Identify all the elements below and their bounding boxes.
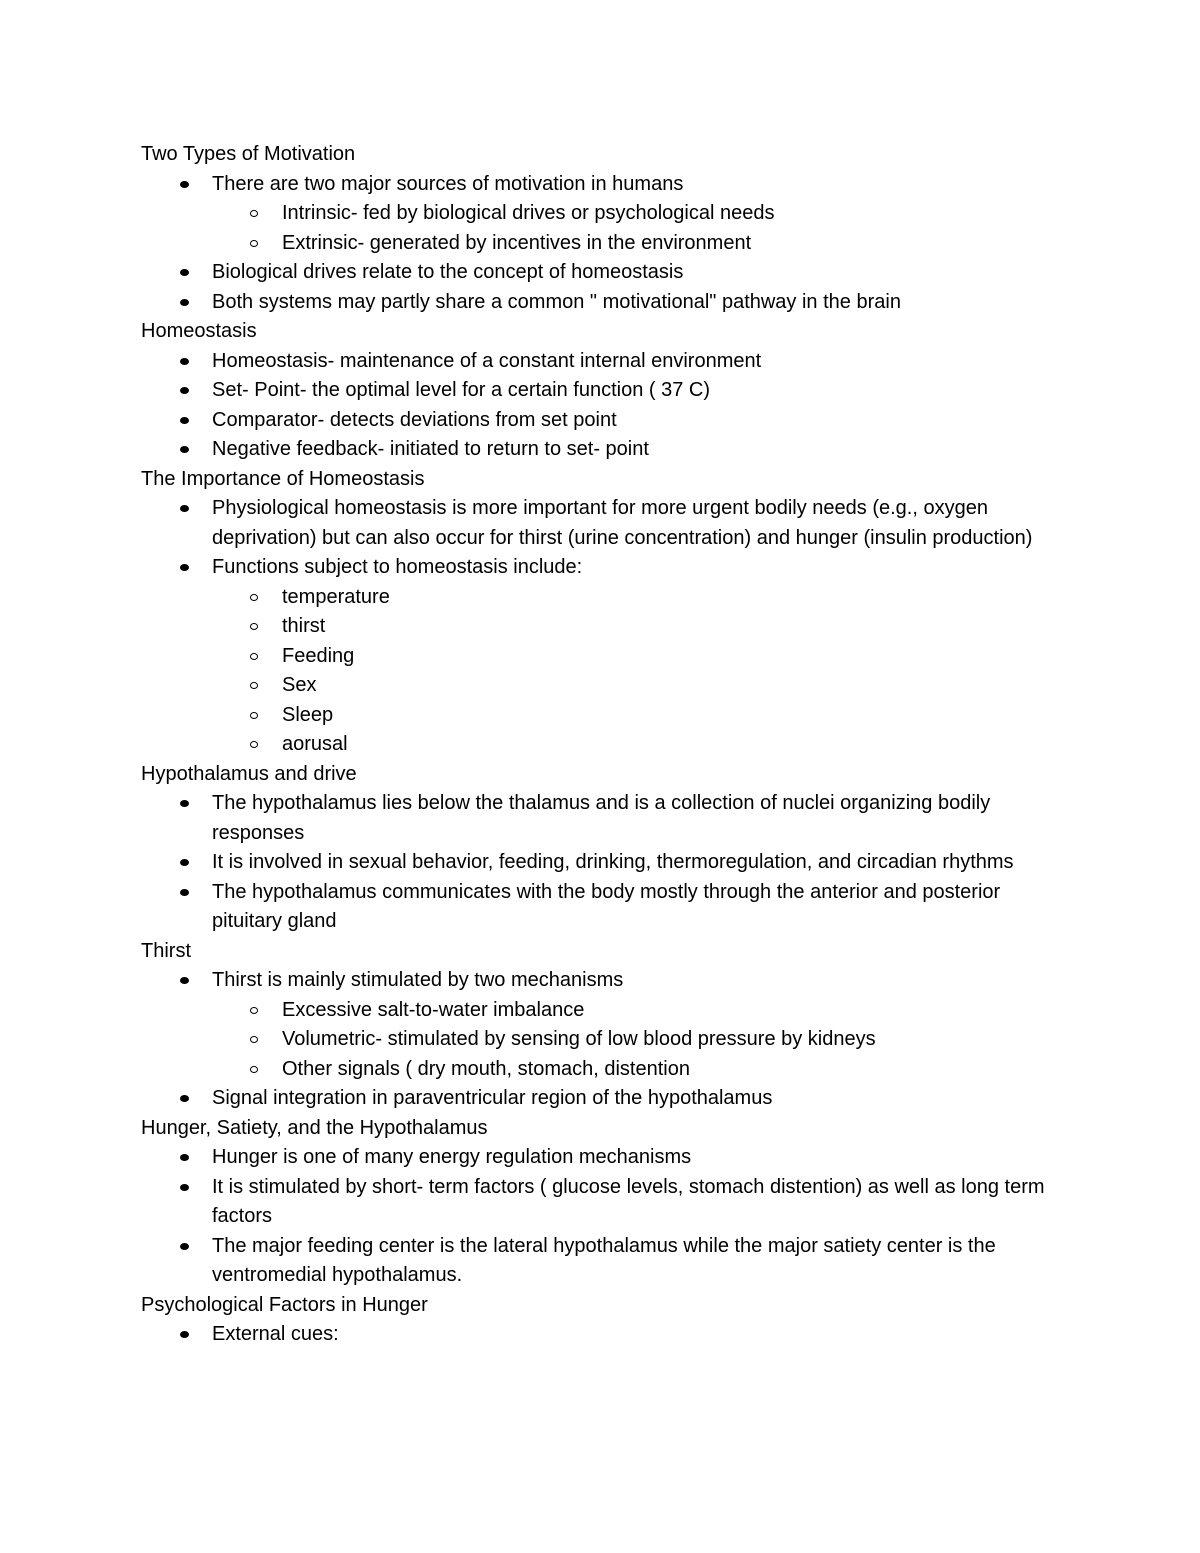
sub-bullet-item xyxy=(141,229,1071,259)
bullet-text: Hunger is one of many energy regulation mechanisms xyxy=(212,1146,692,1168)
bullet-text: External cues: xyxy=(212,1323,339,1345)
bullet-list xyxy=(141,966,1071,1114)
bullet-text: aorusal xyxy=(282,733,348,755)
bullet-text: Feeding xyxy=(282,644,355,667)
filled-bullet-icon xyxy=(180,1331,189,1338)
filled-bullet-icon xyxy=(180,1243,189,1250)
bullet-item xyxy=(141,1143,1071,1173)
hollow-bullet-icon xyxy=(250,1066,258,1073)
section-heading: Hypothalamus and drive xyxy=(141,762,357,785)
bullet-text: Intrinsic- fed by biological drives or psychological needs xyxy=(282,202,775,224)
bullet-text: It is involved in sexual behavior, feeding, drinking, thermoregulation, and circadian rhythms xyxy=(212,851,1014,873)
bullet-text: There are two major sources of motivation in humans xyxy=(212,172,684,195)
bullet-item xyxy=(141,1320,1071,1350)
hollow-bullet-icon xyxy=(250,741,258,748)
hollow-bullet-icon xyxy=(250,210,258,217)
hollow-bullet-icon xyxy=(250,240,258,247)
filled-bullet-icon xyxy=(180,505,189,512)
bullet-item xyxy=(141,1084,1071,1114)
bullet-text: Excessive salt-to-water imbalance xyxy=(282,998,585,1021)
bullet-item xyxy=(141,848,1071,878)
bullet-item xyxy=(141,966,1071,996)
bullet-item xyxy=(141,1173,1071,1232)
filled-bullet-icon xyxy=(180,1154,189,1161)
hollow-bullet-icon xyxy=(250,682,258,689)
bullet-text: Sleep xyxy=(282,703,334,726)
section-heading: Psychological Factors in Hunger xyxy=(141,1293,428,1316)
section-heading: Two Types of Motivation xyxy=(141,143,356,165)
sub-bullet-item xyxy=(141,671,1071,701)
filled-bullet-icon xyxy=(180,299,189,306)
filled-bullet-icon xyxy=(180,889,189,896)
filled-bullet-icon xyxy=(180,358,189,365)
bullet-text: Set- Point- the optimal level for a certain function ( 37 C) xyxy=(212,379,711,401)
bullet-item xyxy=(141,553,1071,583)
sub-bullet-item xyxy=(141,1025,1071,1055)
bullet-item xyxy=(141,494,1071,553)
bullet-item xyxy=(141,878,1071,937)
bullet-text: The hypothalamus lies below the thalamus and is a collection of nuclei organizing bodily responses xyxy=(212,792,991,844)
bullet-list xyxy=(141,170,1071,318)
filled-bullet-icon xyxy=(180,859,189,866)
bullet-text: thirst xyxy=(282,615,326,637)
bullet-text: Functions subject to homeostasis include: xyxy=(212,556,583,578)
bullet-item xyxy=(141,347,1071,377)
bullet-list xyxy=(141,1320,1071,1350)
filled-bullet-icon xyxy=(180,977,189,984)
hollow-bullet-icon xyxy=(250,623,258,630)
sub-bullet-item xyxy=(141,583,1071,613)
hollow-bullet-icon xyxy=(250,594,258,601)
sub-bullet-item xyxy=(141,612,1071,642)
bullet-text: Negative feedback- initiated to return to set- point xyxy=(212,438,649,460)
sub-bullet-item xyxy=(141,642,1071,672)
section-heading: Homeostasis xyxy=(141,320,257,342)
bullet-text: The hypothalamus communicates with the body mostly through the anterior and posterior pituitary gland xyxy=(212,880,1001,932)
bullet-list xyxy=(141,347,1071,465)
bullet-item xyxy=(141,1232,1071,1291)
filled-bullet-icon xyxy=(180,181,189,188)
bullet-text: Both systems may partly share a common " motivational" pathway in the brain xyxy=(212,290,901,313)
bullet-text: Homeostasis- maintenance of a constant internal environment xyxy=(212,349,762,372)
bullet-text: Volumetric- stimulated by sensing of low blood pressure by kidneys xyxy=(282,1028,876,1050)
bullet-text: Extrinsic- generated by incentives in the environment xyxy=(282,231,752,254)
bullet-item xyxy=(141,435,1071,465)
hollow-bullet-icon xyxy=(250,1036,258,1043)
filled-bullet-icon xyxy=(180,800,189,807)
bullet-item xyxy=(141,170,1071,200)
filled-bullet-icon xyxy=(180,1095,189,1102)
bullet-item xyxy=(141,258,1071,288)
bullet-text: temperature xyxy=(282,585,390,608)
bullet-list xyxy=(141,494,1071,760)
filled-bullet-icon xyxy=(180,446,189,453)
hollow-bullet-icon xyxy=(250,1007,258,1014)
bullet-text: The major feeding center is the lateral hypothalamus while the major satiety center is the ventromedial hypothalamus. xyxy=(212,1234,996,1286)
bullet-text: Biological drives relate to the concept of homeostasis xyxy=(212,261,684,283)
bullet-list xyxy=(141,789,1071,937)
section-heading: The Importance of Homeostasis xyxy=(141,467,425,490)
bullet-item xyxy=(141,789,1071,848)
bullet-item xyxy=(141,288,1071,318)
sub-bullet-item xyxy=(141,701,1071,731)
filled-bullet-icon xyxy=(180,387,189,394)
filled-bullet-icon xyxy=(180,1184,189,1191)
document-body xyxy=(141,140,1071,1350)
bullet-item xyxy=(141,406,1071,436)
sub-bullet-item xyxy=(141,1055,1071,1085)
hollow-bullet-icon xyxy=(250,712,258,719)
bullet-text: Physiological homeostasis is more important for more urgent bodily needs (e.g., oxygen deprivation) but can also occur for thirst (urine concentration) and hunger (insulin production) xyxy=(212,497,1033,549)
bullet-text: Sex xyxy=(282,674,317,696)
sub-bullet-item xyxy=(141,199,1071,229)
sub-bullet-item xyxy=(141,730,1071,760)
bullet-text: Other signals ( dry mouth, stomach, distention xyxy=(282,1057,690,1080)
bullet-item xyxy=(141,376,1071,406)
bullet-list xyxy=(141,1143,1071,1291)
section-heading: Hunger, Satiety, and the Hypothalamus xyxy=(141,1116,488,1139)
filled-bullet-icon xyxy=(180,417,189,424)
bullet-text: Comparator- detects deviations from set point xyxy=(212,408,617,431)
filled-bullet-icon xyxy=(180,269,189,276)
filled-bullet-icon xyxy=(180,564,189,571)
bullet-text: Thirst is mainly stimulated by two mechanisms xyxy=(212,969,624,991)
bullet-text: Signal integration in paraventricular region of the hypothalamus xyxy=(212,1087,773,1109)
sub-bullet-item xyxy=(141,996,1071,1026)
bullet-text: It is stimulated by short- term factors ( glucose levels, stomach distention) as well as long term factors xyxy=(212,1175,1045,1227)
section-heading: Thirst xyxy=(141,939,191,962)
hollow-bullet-icon xyxy=(250,653,258,660)
